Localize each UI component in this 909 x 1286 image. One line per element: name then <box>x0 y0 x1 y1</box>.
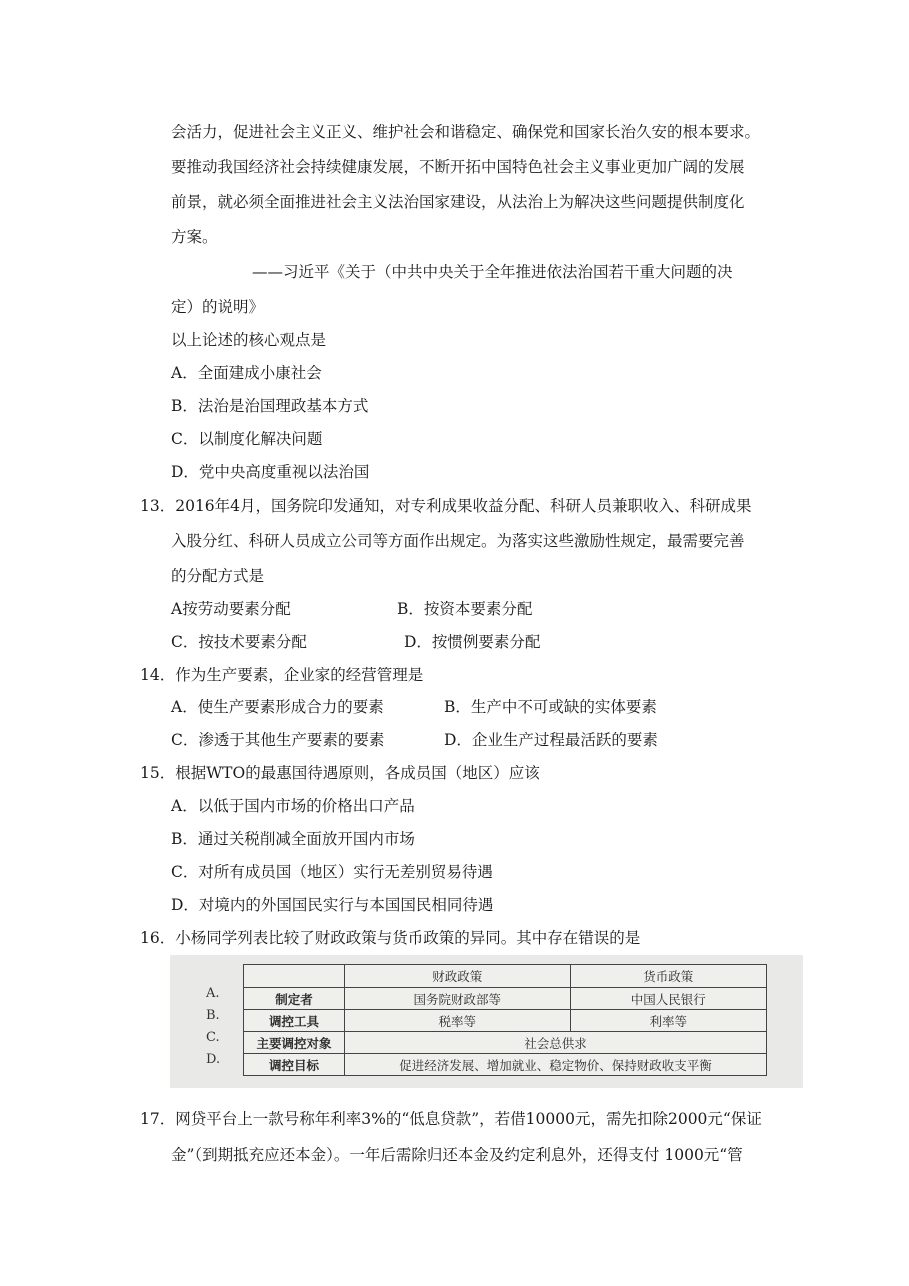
row-letter-a: A. <box>206 986 220 1001</box>
q12-option-b: B．法治是治国理政基本方式 <box>171 397 369 415</box>
question-17-line-1: 17．网贷平台上一款号称年利率3%的“低息贷款”，若借10000元，需先扣除2000元“保证 <box>140 1110 762 1128</box>
row-label: 调控目标 <box>244 1054 345 1076</box>
row-letter-c: C. <box>206 1030 220 1045</box>
passage-source-2: 定）的说明》 <box>171 298 265 316</box>
header-monetary: 货币政策 <box>570 965 766 988</box>
q15-option-d: D．对境内的外国国民实行与本国国民相同待遇 <box>171 896 494 914</box>
q12-option-d: D．党中央高度重视以法治国 <box>171 463 370 481</box>
question-12-stem: 以上论述的核心观点是 <box>171 331 327 349</box>
row-label: 调控工具 <box>244 1010 345 1032</box>
row-label: 制定者 <box>244 988 345 1010</box>
q14-option-c: C．渗透于其他生产要素的要素 <box>171 731 385 749</box>
row-letters <box>206 983 236 1071</box>
cell-fiscal: 税率等 <box>345 1010 571 1032</box>
question-16-stem: 16．小杨同学列表比较了财政政策与货币政策的异同。其中存在错误的是 <box>140 929 641 947</box>
q15-option-c: C．对所有成员国（地区）实行无差别贸易待遇 <box>171 863 493 881</box>
table-row <box>244 1054 767 1076</box>
q13-option-a: A按劳动要素分配 <box>171 600 291 618</box>
row-letter-b: B. <box>206 1008 220 1023</box>
question-13-line-1: 13．2016年4月，国务院印发通知，对专利成果收益分配、科研人员兼职收入、科研成果 <box>140 497 752 515</box>
cell-merged: 促进经济发展、增加就业、稳定物价、保持财政收支平衡 <box>345 1054 767 1076</box>
q14-option-a: A．使生产要素形成合力的要素 <box>171 698 384 716</box>
q12-option-a: A．全面建成小康社会 <box>171 364 322 382</box>
q14-option-d: D．企业生产过程最活跃的要素 <box>444 731 658 749</box>
question-13-line-3: 的分配方式是 <box>171 567 265 585</box>
policy-comparison-table <box>243 964 767 1076</box>
cell-fiscal: 国务院财政部等 <box>345 988 571 1010</box>
question-17-line-2: 金”（到期抵充应还本金）。一年后需除归还本金及约定利息外，还得支付 1000元“管 <box>171 1146 743 1164</box>
header-fiscal: 财政政策 <box>345 965 571 988</box>
table-header-row <box>244 965 767 988</box>
passage-line-1: 会活力，促进社会主义正义、维护社会和谐稳定、确保党和国家长治久安的根本要求。 <box>171 123 761 141</box>
row-letter-d: D. <box>206 1052 221 1067</box>
question-15-stem: 15．根据WTO的最惠国待遇原则，各成员国（地区）应该 <box>140 764 540 782</box>
header-empty-cell <box>244 965 345 988</box>
question-13-line-2: 入股分红、科研人员成立公司等方面作出规定。为落实这些激励性规定，最需要完善 <box>171 532 745 550</box>
q15-option-b: B．通过关税削减全面放开国内市场 <box>171 830 415 848</box>
q13-option-c: C．按技术要素分配 <box>171 633 307 651</box>
q12-option-c: C．以制度化解决问题 <box>171 430 323 448</box>
q14-option-b: B．生产中不可或缺的实体要素 <box>444 698 657 716</box>
cell-monetary: 利率等 <box>570 1010 766 1032</box>
q15-option-a: A．以低于国内市场的价格出口产品 <box>171 797 415 815</box>
row-label: 主要调控对象 <box>244 1032 345 1054</box>
passage-line-3: 前景，就必须全面推进社会主义法治国家建设，从法治上为解决这些问题提供制度化 <box>171 193 745 211</box>
cell-merged: 社会总供求 <box>345 1032 767 1054</box>
table-row <box>244 1032 767 1054</box>
cell-monetary: 中国人民银行 <box>570 988 766 1010</box>
passage-source-1: ——习近平《关于（中共中央关于全年推进依法治国若干重大问题的决 <box>252 263 733 281</box>
table-row <box>244 988 767 1010</box>
q13-option-d: D．按惯例要素分配 <box>404 633 541 651</box>
table-row <box>244 1010 767 1032</box>
passage-line-4: 方案。 <box>171 228 218 246</box>
passage-line-2: 要推动我国经济社会持续健康发展，不断开拓中国特色社会主义事业更加广阔的发展 <box>171 158 745 176</box>
policy-comparison-table-image <box>170 955 803 1088</box>
q13-option-b: B．按资本要素分配 <box>397 600 533 618</box>
question-14-stem: 14．作为生产要素，企业家的经营管理是 <box>140 666 424 684</box>
